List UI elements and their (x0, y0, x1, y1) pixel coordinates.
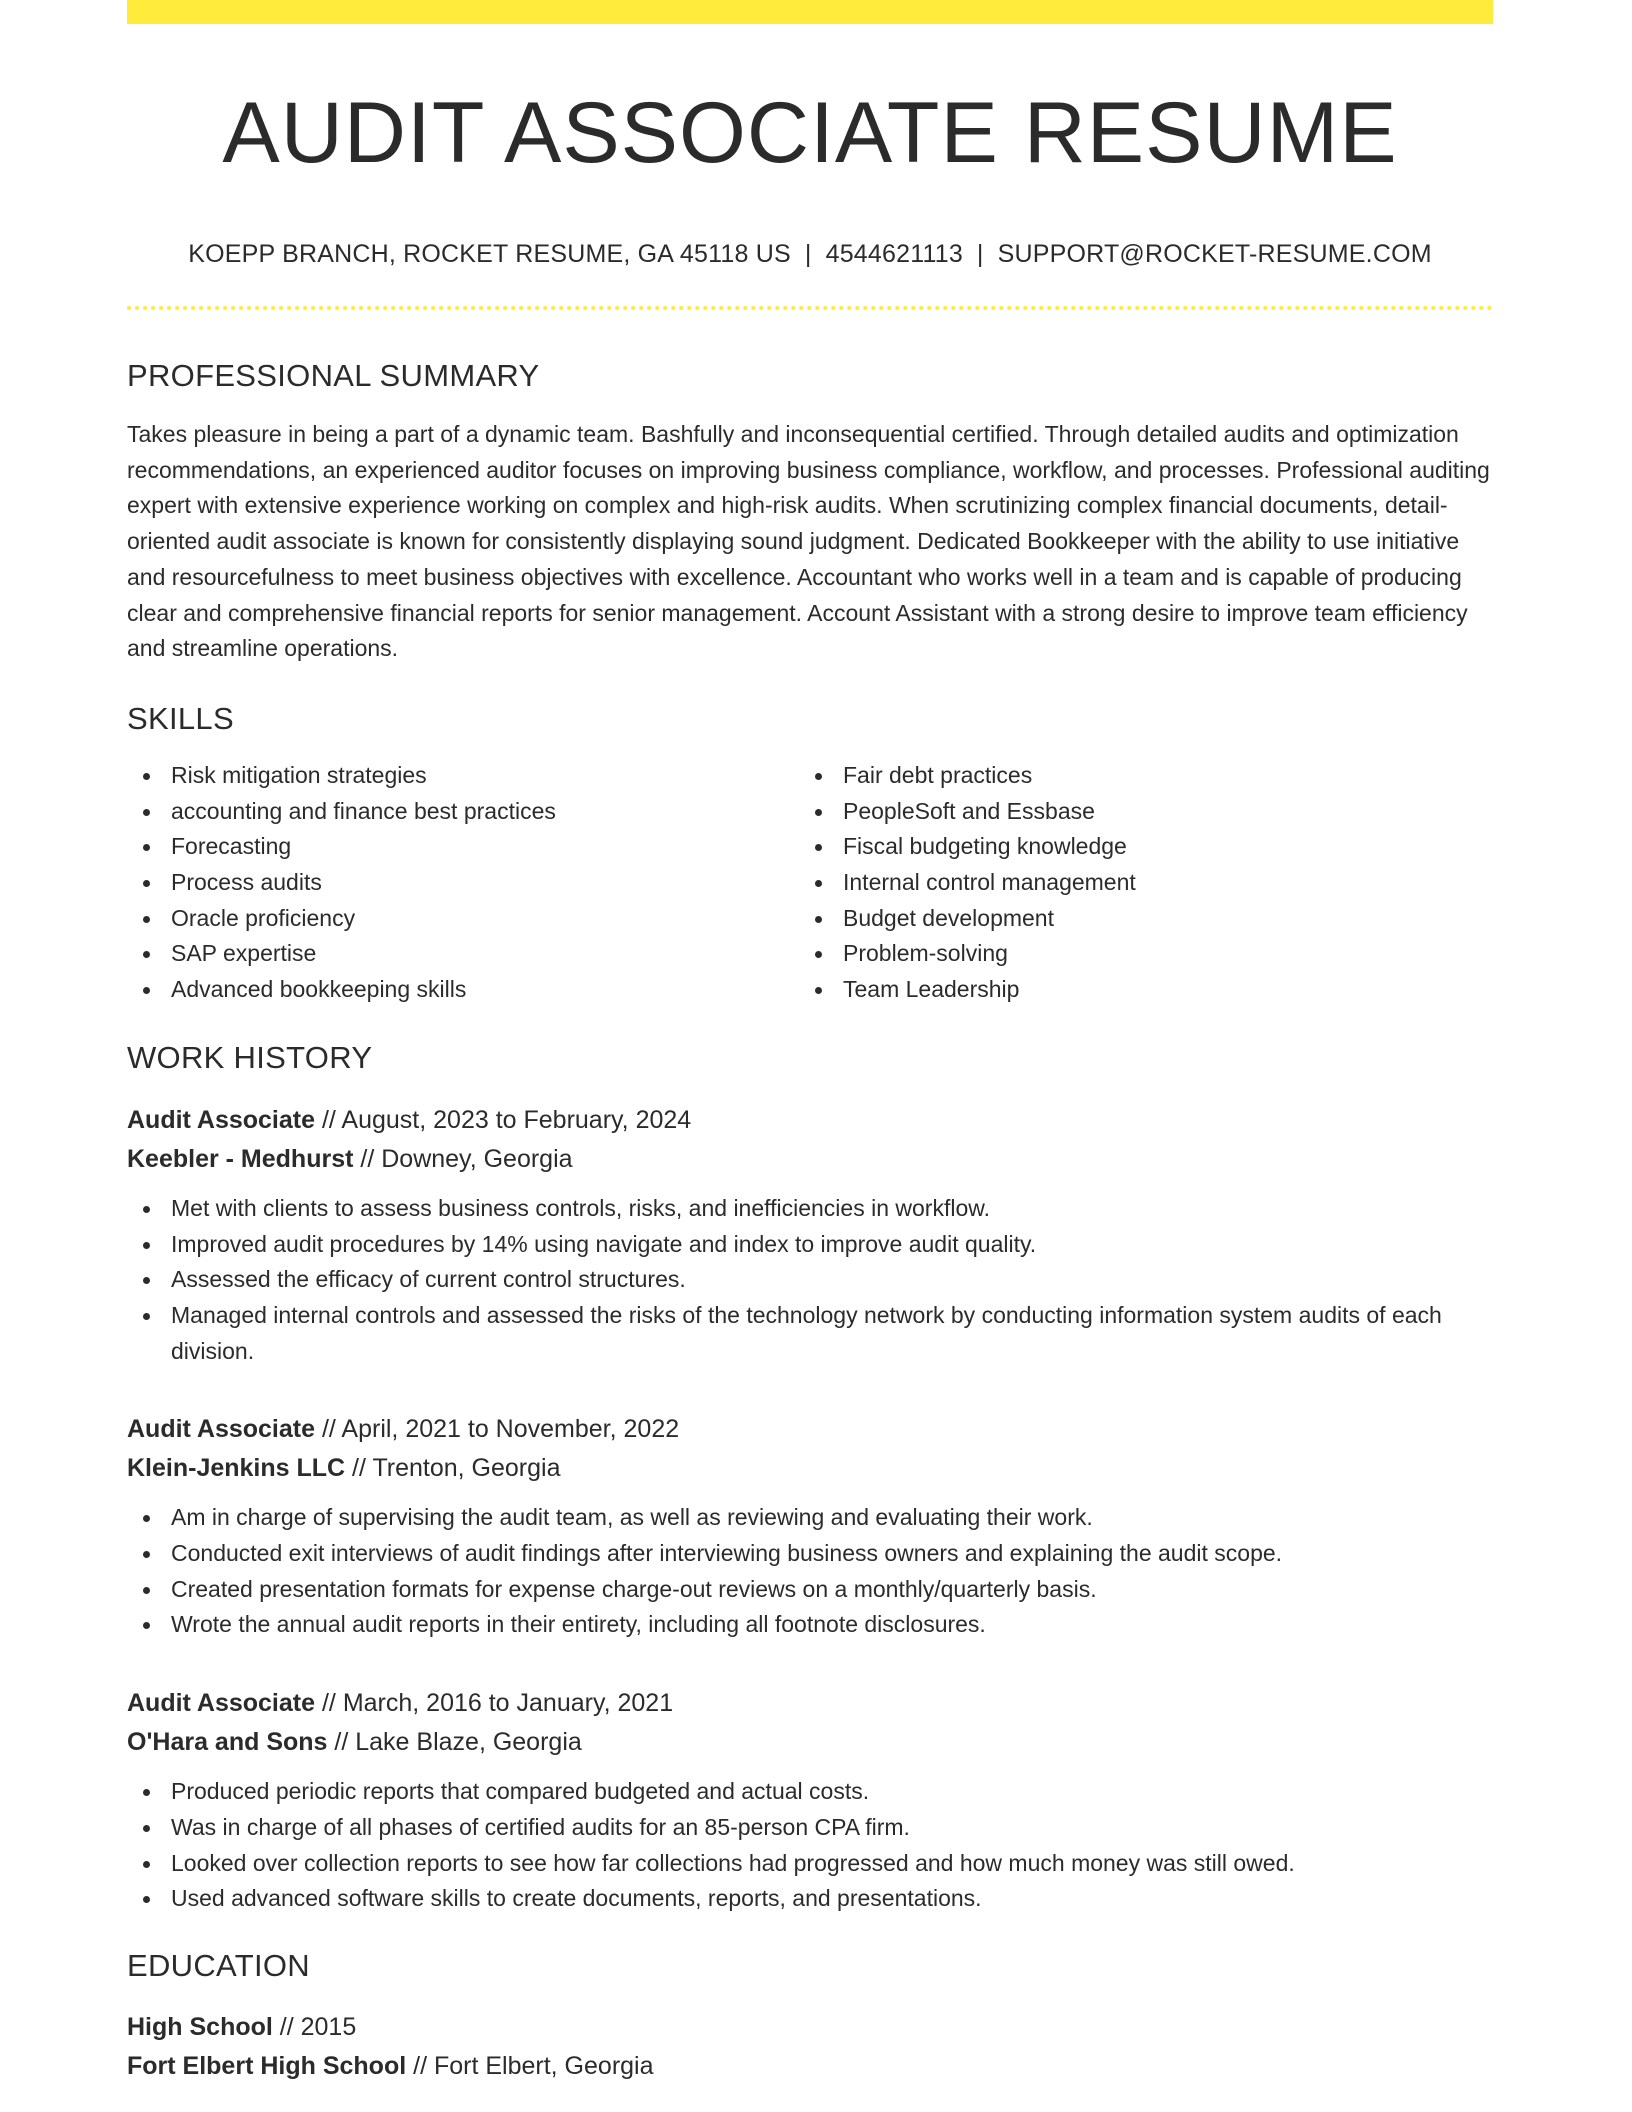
job-bullet: Looked over collection reports to see how far collections had progressed and how much money was still owed. (127, 1846, 1493, 1882)
job-company-line (127, 1449, 1493, 1488)
job-separator: // (345, 1454, 373, 1483)
accent-top-bar (127, 0, 1493, 24)
resume-page (127, 0, 1493, 2086)
skill-item: Risk mitigation strategies (127, 758, 799, 794)
job-bullet: Created presentation formats for expense charge-out reviews on a monthly/quarterly basis. (127, 1572, 1493, 1608)
job-company-line (127, 1140, 1493, 1179)
job-bullet: Am in charge of supervising the audit team, as well as reviewing and evaluating their work. (127, 1500, 1493, 1536)
education-section (127, 1947, 1493, 2086)
job-company-line (127, 1723, 1493, 1762)
job-bullet: Produced periodic reports that compared budgeted and actual costs. (127, 1774, 1493, 1810)
skill-item: Advanced bookkeeping skills (127, 972, 799, 1008)
skills-heading: SKILLS (127, 700, 234, 736)
skills-column-right (799, 758, 1471, 1008)
job-dates: August, 2023 to February, 2024 (341, 1105, 692, 1134)
job-entry (127, 1410, 1493, 1643)
skill-item: SAP expertise (127, 936, 799, 972)
education-year: 2015 (300, 2012, 357, 2041)
job-title: Audit Associate (127, 1689, 316, 1718)
dotted-divider (127, 306, 1493, 310)
skills-grid (127, 758, 1493, 1008)
job-location: Trenton, Georgia (372, 1454, 561, 1483)
skill-item: Team Leadership (799, 972, 1471, 1008)
job-bullet: Assessed the efficacy of current control structures. (127, 1262, 1493, 1298)
contact-email[interactable]: SUPPORT@ROCKET-RESUME.COM (997, 240, 1432, 268)
job-bullet: Was in charge of all phases of certified audits for an 85-person CPA firm. (127, 1810, 1493, 1846)
skill-item: PeopleSoft and Essbase (799, 794, 1471, 830)
education-degree-line (127, 2008, 1493, 2047)
job-company: Keebler - Medhurst (127, 1144, 354, 1173)
work-history-section (127, 1039, 1493, 1917)
job-company: Klein-Jenkins LLC (127, 1454, 346, 1483)
summary-heading: PROFESSIONAL SUMMARY (127, 358, 540, 393)
job-separator: // (327, 1728, 356, 1757)
job-bullet: Used advanced software skills to create documents, reports, and presentations. (127, 1881, 1493, 1917)
job-separator: // (315, 1689, 343, 1718)
job-entry (127, 1684, 1493, 1917)
contact-separator: | (804, 240, 812, 268)
contact-separator: | (976, 240, 984, 268)
job-separator: // (315, 1415, 342, 1444)
job-dates: March, 2016 to January, 2021 (342, 1689, 674, 1718)
skill-item: accounting and finance best practices (127, 794, 799, 830)
job-separator: // (315, 1105, 342, 1134)
job-title-line (127, 1410, 1493, 1449)
skill-item: Problem-solving (799, 936, 1471, 972)
skill-item: Budget development (799, 901, 1471, 937)
job-title-line (127, 1684, 1493, 1723)
skill-item: Fiscal budgeting knowledge (799, 829, 1471, 865)
skills-column-left (127, 758, 799, 1008)
job-bullet: Met with clients to assess business controls, risks, and inefficiencies in workflow. (127, 1191, 1493, 1227)
skill-item: Oracle proficiency (127, 901, 799, 937)
job-dates: April, 2021 to November, 2022 (341, 1415, 680, 1444)
skills-section (127, 700, 1493, 1008)
summary-section (127, 360, 1493, 667)
work-history-heading: WORK HISTORY (127, 1039, 373, 1075)
skill-item: Internal control management (799, 865, 1471, 901)
education-degree: High School (127, 2012, 273, 2041)
contact-phone[interactable]: 4544621113 (825, 240, 963, 268)
job-bullet: Conducted exit interviews of audit findings after interviewing business owners and explaining the audit scope. (127, 1536, 1493, 1572)
job-entry (127, 1101, 1493, 1370)
job-separator: // (353, 1144, 382, 1173)
job-bullet: Improved audit procedures by 14% using navigate and index to improve audit quality. (127, 1227, 1493, 1263)
skill-item: Forecasting (127, 829, 799, 865)
summary-text: Takes pleasure in being a part of a dynamic team. Bashfully and inconsequential certified. Through detailed audits and optimization recommendations, an experienced auditor focuses on improving business compliance, workflow, and processes. Professional auditing expert with extensive experience working on complex and high-risk audits. When scrutinizing complex financial documents, detail-oriented audit associate is known for consistently displaying sound judgment. Dedicated Bookkeeper with the ability to use initiative and resourcefulness to meet business objectives with excellence. Accountant who works well in a team and is capable of producing clear and comprehensive financial reports for senior management. Account Assistant with a strong desire to improve team efficiency and streamline operations. (127, 421, 1490, 662)
contact-line (127, 242, 1493, 267)
education-separator: // (406, 2051, 434, 2080)
education-school: Fort Elbert High School (127, 2051, 407, 2080)
education-separator: // (272, 2012, 301, 2041)
page-title: AUDIT ASSOCIATE RESUME (222, 85, 1398, 181)
education-heading: EDUCATION (127, 1947, 310, 1983)
job-bullet: Wrote the annual audit reports in their entirety, including all footnote disclosures. (127, 1607, 1493, 1643)
job-bullet: Managed internal controls and assessed the risks of the technology network by conducting information system audits of each division. (127, 1298, 1493, 1369)
education-school-line (127, 2047, 1493, 2086)
education-location: Fort Elbert, Georgia (433, 2051, 654, 2080)
education-entry (127, 2008, 1493, 2086)
skill-item: Fair debt practices (799, 758, 1471, 794)
job-title: Audit Associate (127, 1415, 316, 1444)
job-company: O'Hara and Sons (127, 1728, 328, 1757)
contact-address: KOEPP BRANCH, ROCKET RESUME, GA 45118 US (188, 240, 791, 268)
skill-item: Process audits (127, 865, 799, 901)
job-location: Lake Blaze, Georgia (355, 1728, 582, 1757)
job-location: Downey, Georgia (381, 1144, 573, 1173)
job-title: Audit Associate (127, 1105, 316, 1134)
job-title-line (127, 1101, 1493, 1140)
